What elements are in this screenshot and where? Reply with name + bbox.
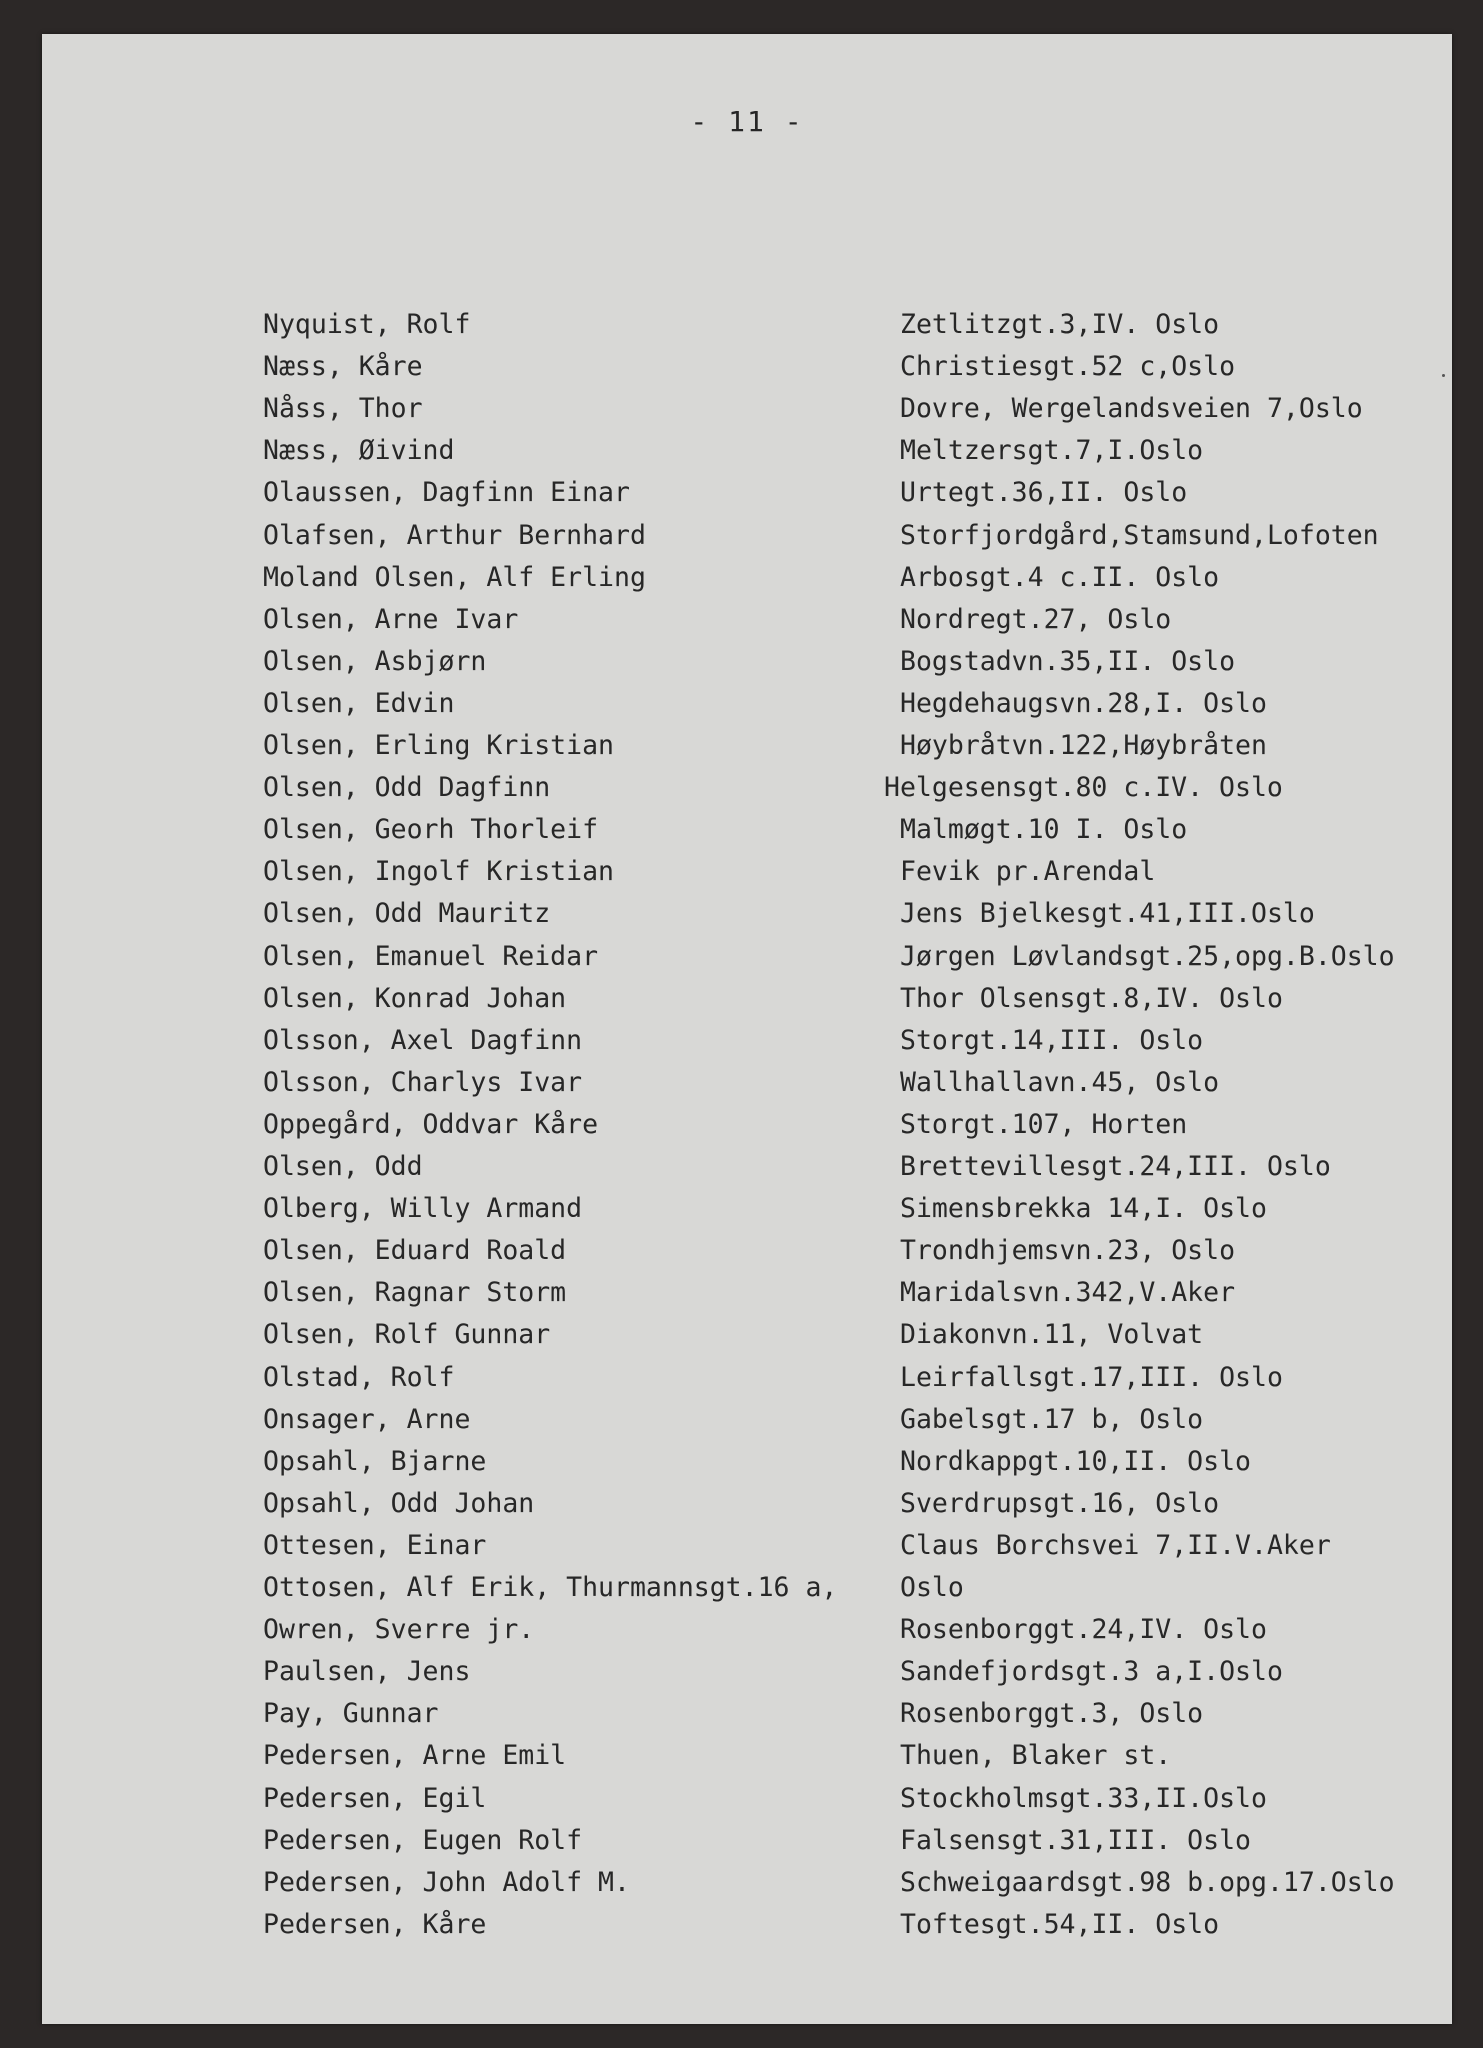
list-item <box>42 809 1452 851</box>
person-name: Olsen, Erling Kristian <box>263 730 614 761</box>
person-address: Bogstadvn.35,II. Oslo <box>900 645 1236 677</box>
list-item <box>42 1904 1452 1946</box>
list-item <box>42 472 1452 514</box>
person-name: Olsen, Asbjørn <box>263 645 487 677</box>
person-name: Olstad, Rolf <box>263 1361 455 1393</box>
list-item <box>42 1567 1452 1609</box>
person-address: Claus Borchsvei 7,II.V.Aker <box>900 1529 1331 1561</box>
person-name: Olsen, Odd Dagfinn <box>263 772 551 804</box>
person-name: Pedersen, Eugen Rolf <box>263 1824 583 1856</box>
person-name: Olsen, Odd Mauritz <box>263 898 551 930</box>
person-address: Schweigaardsgt.98 b.opg.17.Oslo <box>900 1866 1395 1898</box>
person-name: Olsen, Ragnar Storm <box>263 1277 567 1309</box>
list-item <box>42 1651 1452 1693</box>
list-item <box>42 515 1452 557</box>
list-item <box>42 1399 1452 1441</box>
person-name: Opsahl, Bjarne <box>263 1445 487 1477</box>
list-item <box>42 1062 1452 1104</box>
person-address: Høybråtvn.122,Høybråten <box>900 730 1267 761</box>
person-address: Rosenborggt.3, Oslo <box>900 1698 1204 1730</box>
person-address: Fevik pr.Arendal <box>900 856 1156 888</box>
person-address: Maridalsvn.342,V.Aker <box>900 1277 1236 1309</box>
list-item <box>42 683 1452 725</box>
person-name: Pedersen, Egil <box>263 1782 487 1814</box>
person-name: Ottesen, Einar <box>263 1529 487 1561</box>
person-address: Thuen, Blaker st. <box>900 1740 1172 1772</box>
person-name: Olsen, Rolf Gunnar <box>263 1319 551 1351</box>
person-address: Urtegt.36,II. Oslo <box>900 477 1188 509</box>
person-name: Næss, Kåre <box>263 351 423 383</box>
list-item <box>42 1230 1452 1272</box>
list-item <box>42 388 1452 430</box>
person-name: Olafsen, Arthur Bernhard <box>263 519 646 551</box>
person-address: Thor Olsensgt.8,IV. Oslo <box>900 982 1283 1014</box>
person-address: Oslo <box>900 1572 964 1603</box>
person-name: Oppegård, Oddvar Kåre <box>263 1108 599 1140</box>
person-name: Olberg, Willy Armand <box>263 1193 583 1225</box>
person-address: Storgt.107, Horten <box>900 1108 1188 1140</box>
list-item <box>42 936 1452 978</box>
list-item <box>42 1525 1452 1567</box>
person-address: Zetlitzgt.3,IV. Oslo <box>900 309 1220 340</box>
person-name: Moland Olsen, Alf Erling <box>263 561 646 593</box>
person-address: Dovre, Wergelandsveien 7,Oslo <box>900 393 1363 425</box>
person-name: Olsen, Konrad Johan <box>263 982 567 1014</box>
list-item <box>42 1862 1452 1904</box>
list-item <box>42 304 1452 346</box>
list-item <box>42 893 1452 935</box>
list-item <box>42 346 1452 388</box>
person-name: Pay, Gunnar <box>263 1698 439 1730</box>
list-item <box>42 1778 1452 1820</box>
person-name: Olsson, Axel Dagfinn <box>263 1024 583 1056</box>
person-name: Nyquist, Rolf <box>263 309 471 340</box>
person-address: Stockholmsgt.33,II.Oslo <box>900 1782 1267 1814</box>
document-page <box>42 34 1452 2024</box>
list-item <box>42 767 1452 809</box>
person-name: Pedersen, John Adolf M. <box>263 1866 630 1898</box>
person-name: Olsen, Emanuel Reidar <box>263 940 599 972</box>
person-address: Hegdehaugsvn.28,I. Oslo <box>900 687 1267 719</box>
person-name: Owren, Sverre jr. <box>263 1614 535 1646</box>
person-name: Olaussen, Dagfinn Einar <box>263 477 630 509</box>
person-name: Ottosen, Alf Erik, Thurmannsgt.16 a, <box>263 1572 838 1603</box>
person-name: Olsen, Edvin <box>263 687 455 719</box>
person-address: Nordkappgt.10,II. Oslo <box>900 1445 1251 1477</box>
person-name: Pedersen, Arne Emil <box>263 1740 567 1772</box>
person-name: Olsen, Odd <box>263 1151 423 1182</box>
list-item <box>42 1314 1452 1356</box>
person-name: Paulsen, Jens <box>263 1656 471 1688</box>
person-address: Simensbrekka 14,I. Oslo <box>900 1193 1267 1225</box>
person-address: Jens Bjelkesgt.41,III.Oslo <box>900 898 1315 930</box>
list-item <box>42 1820 1452 1862</box>
page-number: - 11 - <box>690 105 804 138</box>
person-address: Sverdrupsgt.16, Oslo <box>900 1487 1220 1519</box>
person-address: Sandefjordsgt.3 a,I.Oslo <box>900 1656 1283 1688</box>
person-name: Olsson, Charlys Ivar <box>263 1066 583 1098</box>
list-item <box>42 641 1452 683</box>
list-item <box>42 1020 1452 1062</box>
person-name: Olsen, Georh Thorleif <box>263 814 599 846</box>
person-address: Nordregt.27, Oslo <box>900 603 1172 635</box>
person-address: Meltzersgt.7,I.Oslo <box>900 435 1204 467</box>
person-name: Nåss, Thor <box>263 393 423 425</box>
list-item <box>42 1146 1452 1188</box>
person-address: Leirfallsgt.17,III. Oslo <box>900 1361 1283 1393</box>
person-name: Olsen, Arne Ivar <box>263 603 519 635</box>
list-item <box>42 1735 1452 1777</box>
list-item <box>42 725 1452 767</box>
list-item <box>42 851 1452 893</box>
person-address: Wallhallavn.45, Oslo <box>900 1066 1220 1098</box>
list-item <box>42 1441 1452 1483</box>
person-address: Brettevillesgt.24,III. Oslo <box>900 1151 1331 1182</box>
person-name: Olsen, Eduard Roald <box>263 1235 567 1267</box>
list-item <box>42 1357 1452 1399</box>
person-name: Opsahl, Odd Johan <box>263 1487 535 1519</box>
person-name: Pedersen, Kåre <box>263 1908 487 1940</box>
list-item <box>42 1188 1452 1230</box>
person-address: Christiesgt.52 c,Oslo <box>900 351 1236 383</box>
person-address: Falsensgt.31,III. Oslo <box>900 1824 1251 1856</box>
person-address: Toftesgt.54,II. Oslo <box>900 1908 1220 1940</box>
person-address: Diakonvn.11, Volvat <box>900 1319 1204 1351</box>
list-item <box>42 1483 1452 1525</box>
person-name: Næss, Øivind <box>263 435 455 467</box>
list-item <box>42 430 1452 472</box>
person-address: Rosenborggt.24,IV. Oslo <box>900 1614 1267 1646</box>
person-address: Storfjordgård,Stamsund,Lofoten <box>900 519 1379 551</box>
person-address: Trondhjemsvn.23, Oslo <box>900 1235 1236 1267</box>
person-address: Jørgen Løvlandsgt.25,opg.B.Oslo <box>900 940 1395 972</box>
person-address: Malmøgt.10 I. Oslo <box>900 814 1188 846</box>
person-name: Olsen, Ingolf Kristian <box>263 856 614 888</box>
person-address: Arbosgt.4 c.II. Oslo <box>900 561 1220 593</box>
list-item <box>42 1104 1452 1146</box>
list-item <box>42 1609 1452 1651</box>
list-item <box>42 599 1452 641</box>
person-address: Helgesensgt.80 c.IV. Oslo <box>884 772 1283 804</box>
list-item <box>42 1272 1452 1314</box>
list-item <box>42 978 1452 1020</box>
list-item <box>42 557 1452 599</box>
person-address: Gabelsgt.17 b, Oslo <box>900 1403 1204 1435</box>
list-item <box>42 1693 1452 1735</box>
person-name: Onsager, Arne <box>263 1403 471 1435</box>
person-address: Storgt.14,III. Oslo <box>900 1024 1204 1056</box>
